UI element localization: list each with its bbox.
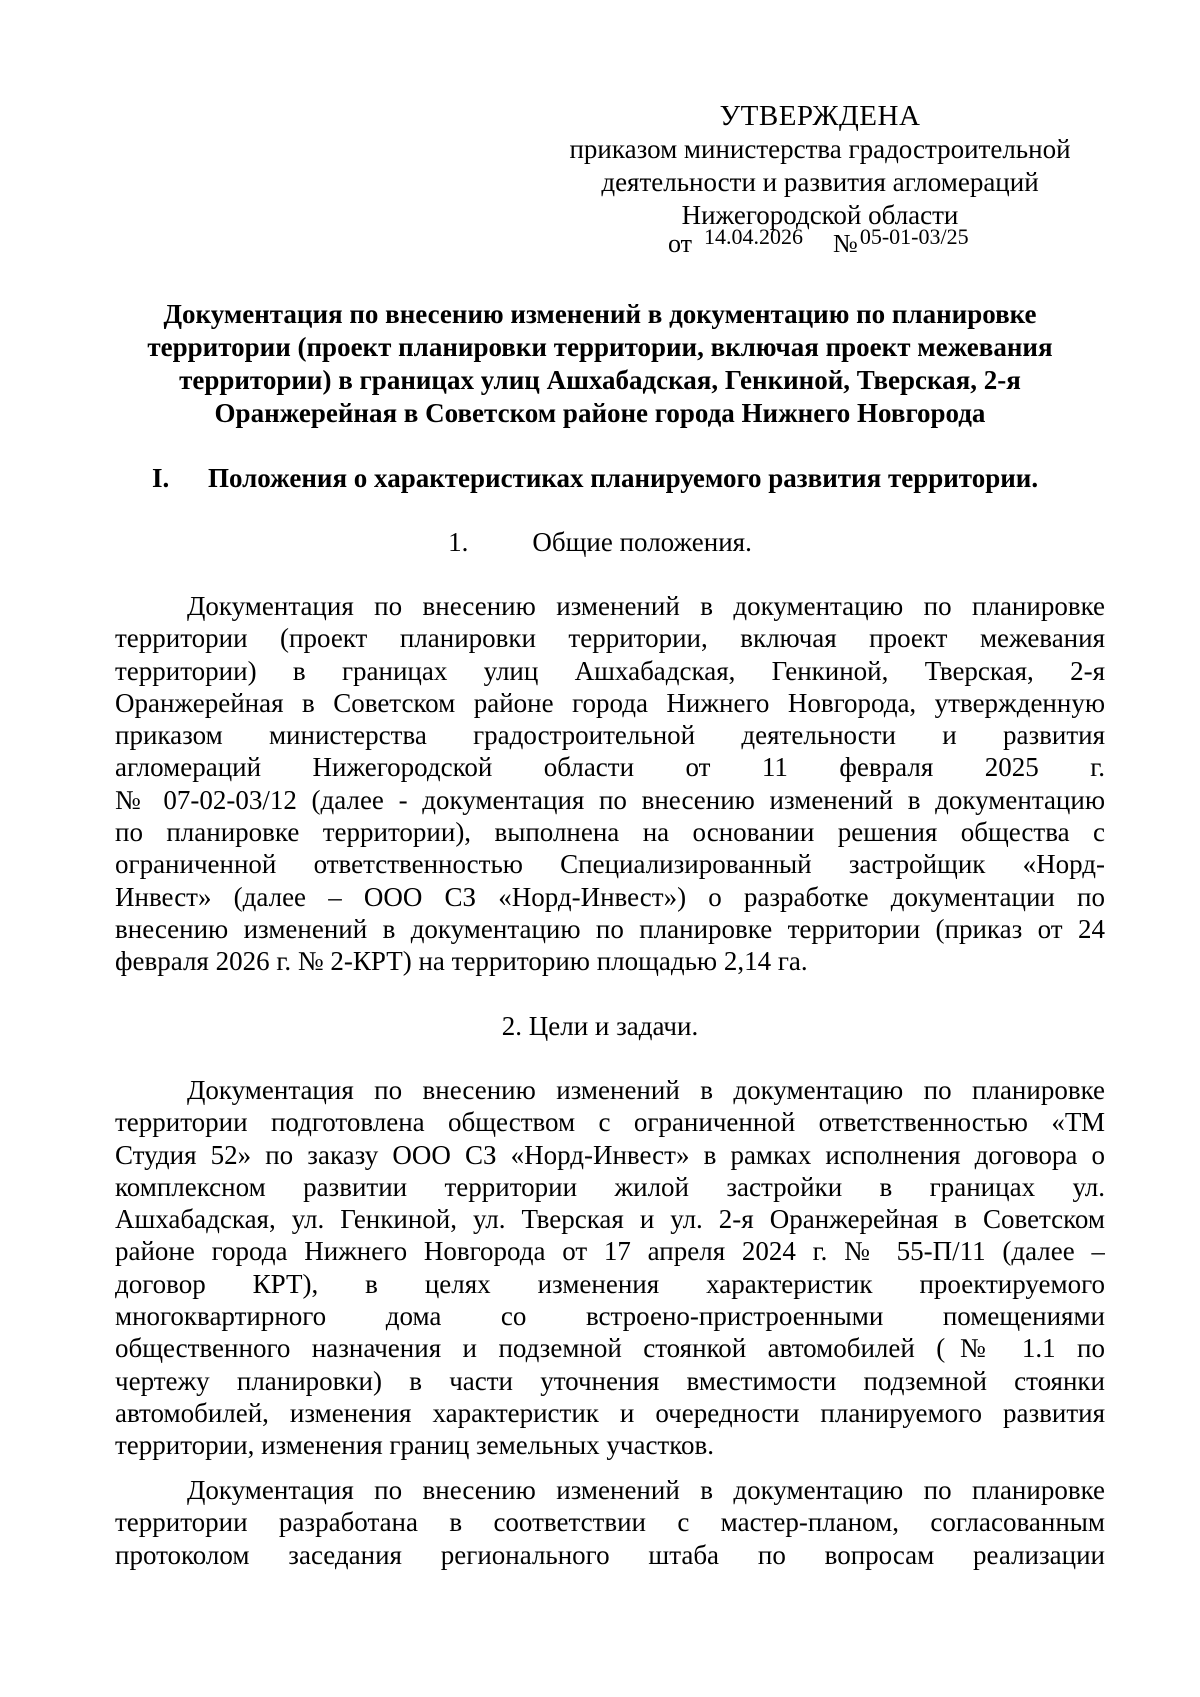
paragraph-line: многоквартирного дома со встроено-пристроенными помещениями	[115, 1301, 1105, 1332]
paragraph-line: общественного назначения и подземной стоянкой автомобилей (№ 1.1 по	[115, 1333, 1105, 1364]
section-number: I.	[152, 463, 170, 493]
paragraph-line: № 07-02-03/12 (далее - документация по внесению изменений в документацию	[115, 784, 1105, 815]
paragraph-line: внесению изменений в документацию по планировке территории (приказ от 24	[115, 913, 1105, 944]
paragraph-line: автомобилей, изменения характеристик и очередности планируемого развития	[115, 1397, 1105, 1428]
document-title-line: территории (проект планировки территории, включая проект межевания	[147, 332, 1053, 362]
paragraph-line: по планировке территории), выполнена на основании решения общества с	[115, 817, 1105, 848]
paragraph-line: Документация по внесению изменений в документацию по планировке	[187, 591, 1105, 621]
paragraph-line: приказом министерства градостроительной деятельности и развития	[115, 720, 1105, 751]
approval-date-number	[668, 224, 969, 259]
section-title: Положения о характеристиках планируемого развития территории.	[208, 463, 1039, 493]
paragraph-goals	[115, 1074, 1105, 1462]
document-title	[100, 298, 1100, 430]
paragraph-line: территории (проект планировки территории, включая проект межевания	[115, 623, 1105, 654]
approval-title: УТВЕРЖДЕНА	[719, 100, 921, 132]
paragraph-line: чертежу планировки) в части уточнения вместимости подземной стоянки	[115, 1365, 1105, 1396]
subsection-heading-1	[100, 526, 1100, 559]
document-title-line: территории) в границах улиц Ашхабадская, Генкиной, Тверская, 2-я	[179, 365, 1021, 395]
paragraph-line: февраля 2026 г. № 2-КРТ) на территорию площадью 2,14 га.	[115, 946, 808, 977]
approval-line-2: деятельности и развития агломераций	[601, 167, 1039, 197]
paragraph-line: территории, изменения границ земельных участков.	[115, 1430, 714, 1461]
approval-line-1: приказом министерства градостроительной	[569, 134, 1071, 164]
approval-line-3: Нижегородской области	[681, 200, 959, 230]
document-title-line: Документация по внесению изменений в документацию по планировке	[163, 299, 1037, 329]
subsection-number: 1.	[448, 527, 469, 557]
paragraph-line: районе города Нижнего Новгорода от 17 апреля 2024 г. № 55-П/11 (далее –	[115, 1236, 1105, 1267]
paragraph-line: Студия 52» по заказу ООО СЗ «Норд-Инвест» в рамках исполнения договора о	[115, 1139, 1105, 1170]
paragraph-line: ограниченной ответственностью Специализированный застройщик «Норд-	[115, 849, 1105, 880]
paragraph-line: комплексном развитии территории жилой застройки в границах ул.	[115, 1171, 1105, 1202]
date-value: 14.04.2026	[704, 224, 804, 249]
paragraph-line: территории) в границах улиц Ашхабадская, Генкиной, Тверская, 2-я	[115, 655, 1105, 686]
subsection-heading-2: 2. Цели и задачи.	[501, 1011, 699, 1041]
subsection-title: Общие положения.	[532, 527, 752, 557]
paragraph-line: территории разработана в соответствии с мастер-планом, согласованным	[115, 1507, 1105, 1538]
paragraph-line: территории подготовлена обществом с ограниченной ответственностью «ТМ	[115, 1107, 1105, 1138]
date-label: от	[668, 229, 693, 258]
paragraph-master-plan	[115, 1474, 1105, 1571]
paragraph-line: Оранжерейная в Советском районе города Нижнего Новгорода, утвержденную	[115, 687, 1105, 718]
paragraph-line: агломераций Нижегородской области от 11 февраля 2025 г.	[115, 752, 1105, 783]
paragraph-line: протоколом заседания регионального штаба по вопросам реализации	[115, 1539, 1105, 1570]
approval-block	[540, 100, 1100, 232]
section-heading	[152, 462, 1102, 495]
paragraph-line: Документация по внесению изменений в документацию по планировке	[187, 1075, 1105, 1105]
paragraph-line: Документация по внесению изменений в документацию по планировке	[187, 1475, 1105, 1505]
paragraph-line: Ашхабадская, ул. Генкиной, ул. Тверская и ул. 2-я Оранжерейная в Советском	[115, 1204, 1105, 1235]
paragraph-general-provisions	[115, 590, 1105, 978]
paragraph-line: договор КРТ), в целях изменения характеристик проектируемого	[115, 1268, 1105, 1299]
document-title-line: Оранжерейная в Советском районе города Нижнего Новгорода	[214, 398, 986, 428]
number-value: 05-01-03/25	[859, 224, 969, 249]
number-label: №	[833, 229, 858, 258]
paragraph-line: Инвест» (далее – ООО СЗ «Норд-Инвест») о разработке документации по	[115, 881, 1105, 912]
